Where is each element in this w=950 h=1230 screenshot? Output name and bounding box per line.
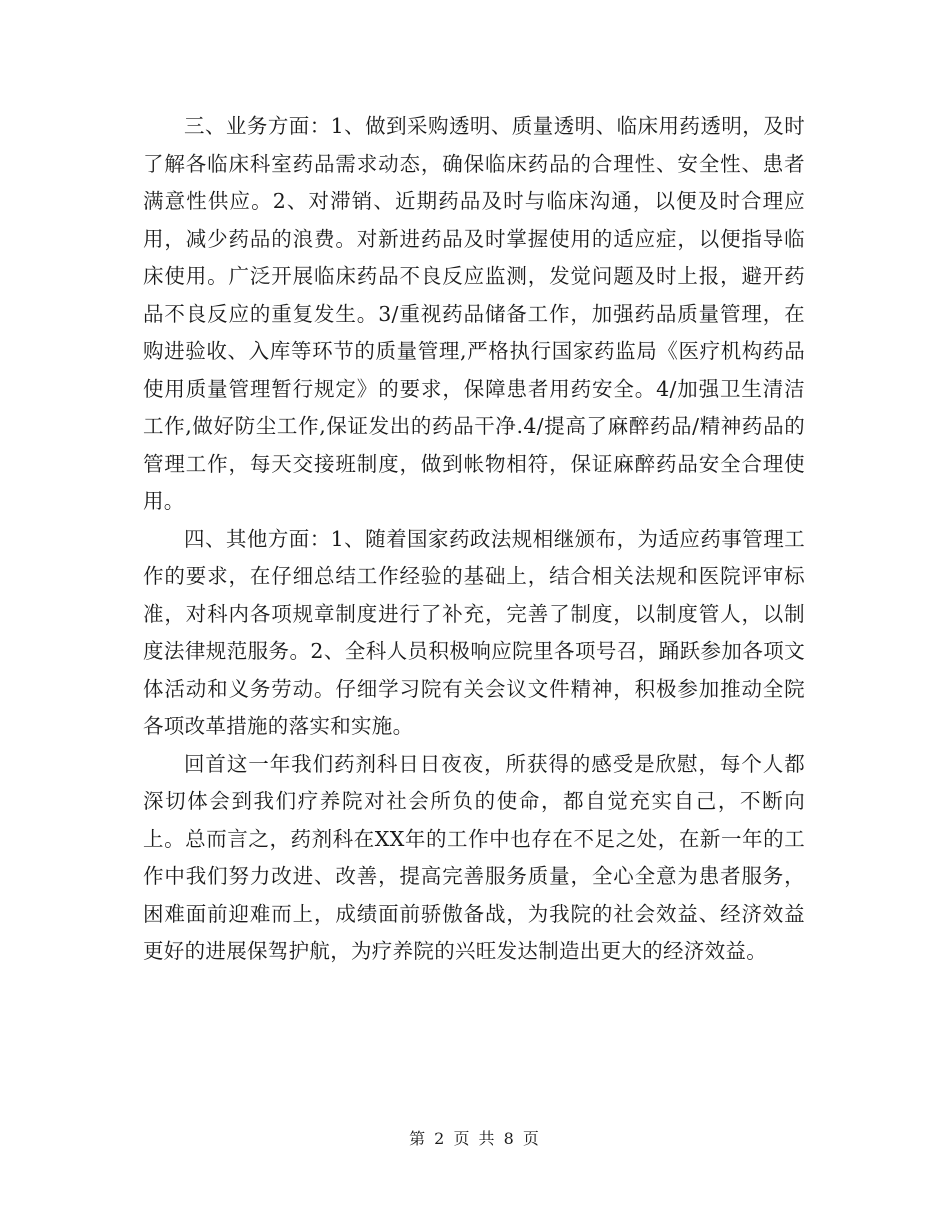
page-number-footer: 第 2 页 共 8 页	[409, 1129, 541, 1148]
paragraph-other: 四、其他方面：1、随着国家药政法规相继颁布，为适应药事管理工作的要求，在仔细总结工作经验的基础上，结合相关法规和医院评审标准，对科内各项规章制度进行了补充，完善了制度，以制度管人，以制度法律规范服务。2、全科人员积极响应院里各项号召，踊跃参加各项文体活动和义务劳动。仔细学习院有关会议文件精神，积极参加推动全院各项改革措施的落实和实施。	[143, 526, 805, 738]
document-body	[143, 108, 805, 971]
paragraph-business: 三、业务方面：1、做到采购透明、质量透明、临床用药透明，及时了解各临床科室药品需求动态，确保临床药品的合理性、安全性、患者满意性供应。2、对滞销、近期药品及时与临床沟通，以便及时合理应用，减少药品的浪费。对新进药品及时掌握使用的适应症，以便指导临床使用。广泛开展临床药品不良反应监测，发觉问题及时上报，避开药品不良反应的重复发生。3/重视药品储备工作，加强药品质量管理，在购进验收、入库等环节的质量管理,严格执行国家药监局《医疗机构药品使用质量管理暂行规定》的要求，保障患者用药安全。4/加强卫生清洁工作,做好防尘工作,保证发出的药品干净.4/提高了麻醉药品/精神药品的管理工作，每天交接班制度，做到帐物相符，保证麻醉药品安全合理使用。	[143, 114, 805, 513]
paragraph-review: 回首这一年我们药剂科日日夜夜，所获得的感受是欣慰，每个人都深切体会到我们疗养院对社会所负的使命，都自觉充实自己，不断向上。总而言之，药剂科在XX年的工作中也存在不足之处，在新一年的工作中我们努力改进、改善，提高完善服务质量，全心全意为患者服务，困难面前迎难而上，成绩面前骄傲备战，为我院的社会效益、经济效益更好的进展保驾护航，为疗养院的兴旺发达制造出更大的经济效益。	[143, 751, 805, 963]
